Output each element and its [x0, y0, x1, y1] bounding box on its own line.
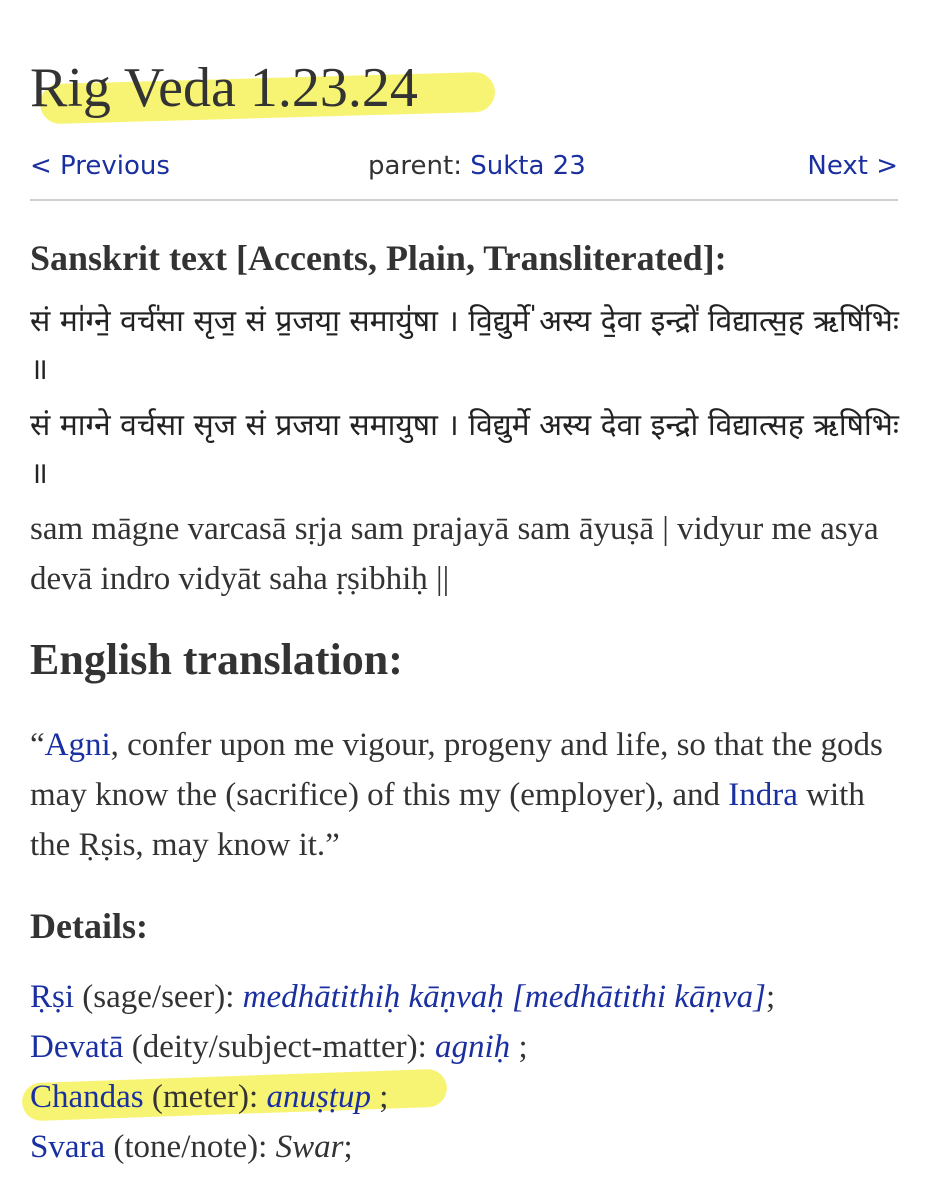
page-title: Rig Veda 1.23.24 [30, 57, 418, 119]
agni-link[interactable]: Agni [44, 727, 111, 763]
chandas-description: (meter): [143, 1079, 267, 1115]
rsi-value: medhātithiḥ kāṇvaḥ [medhātithi kāṇva] [242, 979, 766, 1015]
rsi-description: (sage/seer): [74, 979, 243, 1015]
devata-value: agniḥ [435, 1029, 511, 1065]
parent-label: parent: [368, 151, 462, 181]
parent-sukta-link[interactable]: Sukta 23 [470, 151, 586, 181]
previous-link[interactable]: < Previous [30, 151, 170, 181]
chandas-link[interactable]: Chandas [30, 1079, 144, 1115]
details-list [30, 972, 910, 1172]
quote-open: “ [30, 727, 45, 763]
devata-end: ; [510, 1029, 528, 1065]
devata-description: (deity/subject-matter): [123, 1029, 436, 1065]
chandas-end: ; [370, 1079, 389, 1115]
chandas-value: anuṣṭup [266, 1079, 371, 1115]
devata-row [30, 1022, 910, 1072]
sanskrit-plain-text: सं माग्ने वर्चसा सृज सं प्रजया समायुषा । विद्युर्मे अस्य देवा इन्द्रो विद्यात्सह ऋषिभिः ॥ [30, 408, 899, 491]
translation-text-part-2: with the Ṛṣis, may know it.” [30, 777, 865, 863]
svara-link[interactable]: Svara [30, 1129, 106, 1165]
sanskrit-accented-text: सं मा॑ग्ने॒ वर्च॑सा सृज॒ सं प्र॒जया॒ समायु॑षा । वि॒द्युर्मे॑ अस्य दे॒वा इन्द्रो॑ विद्यात्स॒ह ऋषि॑भिः ॥ [30, 304, 899, 387]
chandas-row [30, 1072, 910, 1122]
rsi-end: ; [765, 979, 776, 1015]
svara-value: Swar [275, 1129, 344, 1165]
sanskrit-heading: Sanskrit text [Accents, Plain, Transliterated]: [30, 238, 727, 278]
divider [30, 199, 898, 201]
translation-text-part-1: , confer upon me vigour, progeny and life, so that the gods may know the (sacrifice) of this my (employer), and [30, 727, 883, 813]
devata-link[interactable]: Devatā [30, 1029, 124, 1065]
svara-row [30, 1122, 910, 1172]
svara-description: (tone/note): [105, 1129, 276, 1165]
parent-breadcrumb [368, 148, 586, 184]
english-heading: English translation: [30, 635, 403, 684]
transliterated-text: sam māgne varcasā sṛja sam prajayā sam āyuṣā | vidyur me asya devā indro vidyāt saha ṛṣibhiḥ || [30, 511, 879, 597]
rsi-row [30, 972, 910, 1022]
next-link[interactable]: Next > [807, 151, 898, 181]
english-translation [30, 720, 900, 870]
details-heading: Details: [30, 906, 148, 946]
verse-navigation [30, 148, 898, 184]
svara-end: ; [343, 1129, 353, 1165]
rsi-link[interactable]: Ṛṣi [30, 979, 75, 1015]
indra-link[interactable]: Indra [728, 777, 798, 813]
